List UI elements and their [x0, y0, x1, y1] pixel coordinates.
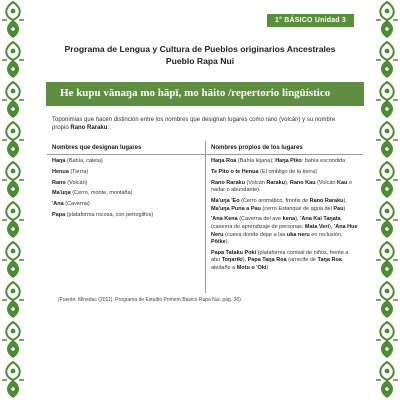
place-name: Rano Raraku	[211, 179, 245, 186]
program-title-line1: Programa de Lengua y Cultura de Pueblos originarios Ancestrales	[64, 44, 336, 54]
place-name: kena	[282, 216, 296, 223]
place-description: )	[343, 205, 346, 212]
place-term: Henua	[52, 168, 69, 175]
column-proper-names	[205, 141, 363, 293]
intro-body: Toponimias que hacen distinción entre los nombres que designan lugares como rano (volcán) y su nombre propio	[52, 117, 336, 131]
grade-unit-badge: 1° BÁSICO Unidad 3	[267, 14, 354, 27]
place-name: Haŋa Roa	[211, 158, 237, 164]
place-name: Toŋariki	[221, 257, 243, 264]
place-description: ),	[295, 216, 301, 223]
place-description: (cueva donde dejar a las	[223, 231, 287, 238]
place-meaning: (plataforma rocosa, con petroglifos)	[65, 211, 154, 218]
place-term: Rano	[52, 179, 66, 186]
place-term: 'Ana	[52, 201, 64, 208]
place-description: ),	[329, 223, 334, 230]
list-item	[52, 158, 201, 166]
source-footnote: (Fuente: Mineduc (2011). Programa de Estudio Primero Básico Rapa Nui, pág. 36).	[58, 297, 243, 303]
section-banner	[46, 82, 364, 106]
intro-end: :	[107, 125, 110, 131]
list-item	[211, 198, 359, 213]
place-description: o nadar o abundante).	[211, 179, 352, 194]
place-description: ),	[343, 197, 347, 204]
list-item	[211, 169, 359, 177]
column-header: Nombres propios de los lugares	[206, 141, 363, 155]
place-meaning: (Cerro, monte, montaña)	[70, 190, 133, 197]
place-description: en reclusión,	[309, 231, 343, 238]
list-item	[211, 216, 359, 246]
place-description: , aledaño a	[211, 257, 344, 272]
list-item	[52, 180, 201, 188]
place-description: (Bahía lejana);	[236, 158, 276, 164]
place-name: Papa Taŋa Roa	[247, 257, 287, 264]
place-description: ),	[242, 257, 248, 264]
place-term: Ma'uŋa	[52, 190, 71, 197]
place-name: Raraku	[266, 179, 285, 186]
place-name: Ma'uŋa 'Eo	[211, 197, 240, 204]
place-description: (El ombligo de la tierra)	[258, 168, 317, 175]
place-description: (cerro Estanque de agua del	[260, 205, 334, 212]
list-item	[52, 212, 201, 220]
place-description: (Caverna del ave	[237, 216, 283, 223]
list-item	[52, 169, 201, 177]
place-name: Ma'uŋa Puna a Pau	[211, 205, 261, 212]
place-description: (Volcán	[244, 179, 267, 186]
program-title	[36, 43, 364, 67]
place-name: uka neru	[286, 231, 310, 238]
list-item	[211, 250, 359, 273]
list-item	[52, 201, 201, 209]
intro-text	[52, 116, 352, 132]
place-name: Pōike	[211, 239, 226, 246]
place-description: (Volcán	[315, 179, 337, 186]
place-description: )	[266, 265, 269, 272]
place-description: (caverna de aprendizaje de personas,	[211, 223, 305, 230]
column-header: Nombres que designan lugares	[47, 141, 205, 155]
place-name: Rano Kau	[289, 179, 316, 186]
place-description: (plataforma comsal de niños, frente a ahu	[211, 249, 349, 264]
program-title-line2: Pueblo Rapa Nui	[165, 56, 235, 66]
place-meaning: (Bahía, caleta)	[65, 158, 103, 164]
right-decorative-border	[374, 0, 400, 400]
column-body	[47, 155, 205, 220]
list-item	[211, 180, 359, 195]
place-name: Taŋa Roa	[317, 257, 342, 264]
banner-title: He kupu vānaŋa mo hāpī, mo hāito /repertorio lingüístico	[60, 87, 331, 99]
place-name: Te Pito o te Henua	[211, 168, 259, 175]
place-description: : bahía escondida	[301, 158, 346, 164]
place-name: Kau	[336, 179, 348, 186]
column-body	[206, 155, 363, 273]
place-description: (Cerro aromático, frontis de	[239, 197, 310, 204]
place-name: Papa Tataku Poki	[211, 249, 257, 256]
place-name: Pau	[333, 205, 344, 212]
place-meaning: (Caverna)	[63, 201, 90, 208]
place-name: 'Ana Kena	[211, 216, 238, 223]
rapa-nui-ornament-icon	[0, 0, 26, 400]
place-name: Rano Raraku	[309, 197, 344, 204]
intro-bold-term: Rano Raraku	[70, 125, 108, 131]
place-description: ),	[285, 179, 290, 186]
place-name: Haŋa Piko	[275, 158, 302, 164]
left-decorative-border	[0, 0, 26, 400]
rapa-nui-ornament-icon	[374, 0, 400, 400]
column-place-types	[47, 141, 205, 293]
place-name: Motu o 'Oki	[236, 265, 267, 272]
list-item	[211, 158, 359, 166]
place-meaning: (Tierra)	[68, 168, 89, 175]
place-term: Haŋa	[52, 158, 66, 164]
place-description: (arrecife de	[286, 257, 318, 264]
list-item	[52, 190, 201, 198]
place-name: 'Ana Hue Neru	[211, 223, 358, 238]
place-description: ).	[225, 239, 230, 246]
place-name: 'Ana Kai Taŋata	[300, 216, 341, 223]
place-meaning: (Volcán)	[65, 179, 88, 186]
place-name: Mata Veri	[304, 223, 330, 230]
vocabulary-table	[47, 141, 363, 293]
place-term: Papa	[52, 211, 66, 218]
